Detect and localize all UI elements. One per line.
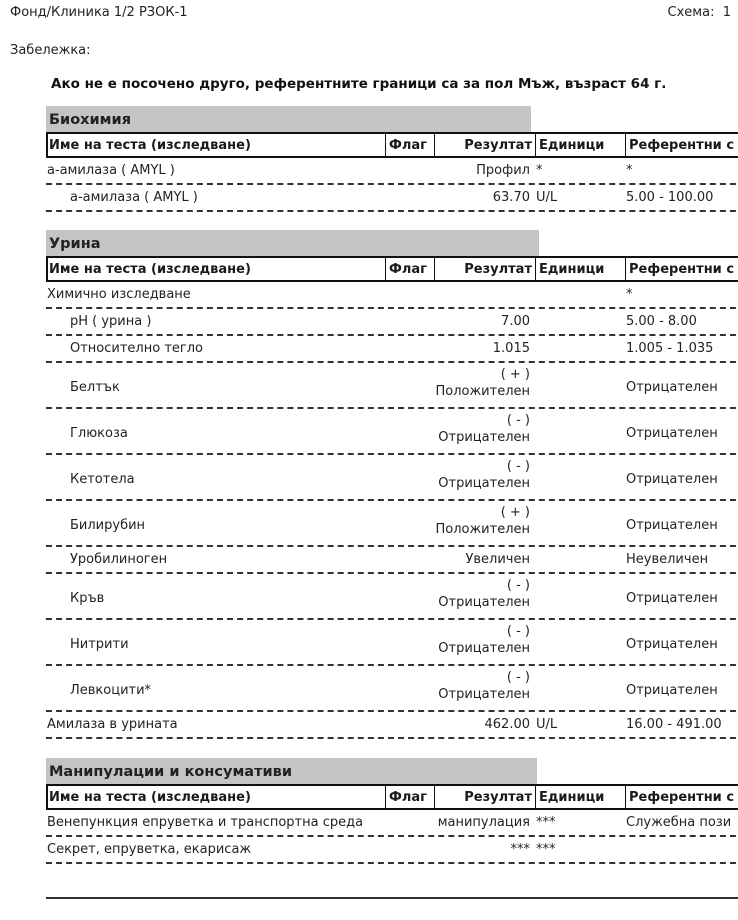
test-reference: 16.00 - 491.00 — [626, 717, 722, 732]
table-header — [46, 132, 738, 158]
test-units: *** — [536, 815, 556, 830]
test-reference: Отрицателен — [626, 472, 718, 487]
clinic-label: Фонд/Клиника 1/2 РЗОК-1 — [10, 5, 188, 20]
column-header-reference: Референтни с — [625, 258, 738, 280]
test-reference: * — [626, 287, 633, 302]
test-name: Относително тегло — [70, 341, 203, 356]
reference-info: Ако не е посочено друго, референтните граници са за пол Мъж, възраст 64 г. — [51, 76, 667, 92]
result-value: ( + ) — [500, 367, 530, 382]
test-reference: Отрицателен — [626, 591, 718, 606]
test-result — [432, 504, 530, 538]
result-text: Отрицателен — [438, 476, 530, 491]
table-row — [46, 666, 738, 712]
test-reference: 1.005 - 1.035 — [626, 341, 714, 356]
test-units: U/L — [536, 190, 558, 205]
test-result — [432, 341, 530, 356]
test-result — [432, 314, 530, 329]
test-name: Кетотела — [70, 472, 135, 487]
test-reference: Служебна пози — [626, 815, 732, 830]
test-result — [432, 552, 530, 567]
result-text: Отрицателен — [438, 430, 530, 445]
section-title: Биохимия — [46, 106, 531, 132]
result-value: ( - ) — [506, 413, 530, 428]
table-row — [46, 336, 738, 363]
table-row — [46, 363, 738, 409]
column-header-flag: Флаг — [385, 134, 434, 156]
test-units: U/L — [536, 717, 558, 732]
table-row — [46, 282, 738, 309]
test-name: Кръв — [70, 591, 105, 606]
section-title: Манипулации и консумативи — [46, 758, 537, 784]
column-header-result: Резултат — [434, 258, 535, 280]
scheme-label: Схема: — [667, 5, 715, 20]
test-result — [432, 163, 530, 178]
table-row — [46, 712, 738, 739]
test-name: pH ( урина ) — [70, 314, 152, 329]
test-reference: Отрицателен — [626, 518, 718, 533]
table-row — [46, 309, 738, 336]
test-reference: Неувеличен — [626, 552, 709, 567]
bottom-divider — [46, 897, 738, 899]
result-text: Положителен — [435, 522, 530, 537]
table-row — [46, 547, 738, 574]
test-name: Амилаза в урината — [47, 717, 178, 732]
column-header-flag: Флаг — [385, 786, 434, 808]
test-name: Белтък — [70, 380, 120, 395]
result-value: Увеличен — [465, 552, 530, 567]
section-urine — [46, 230, 738, 739]
result-value: Профил — [476, 163, 530, 178]
test-result — [432, 458, 530, 492]
result-text: Отрицателен — [438, 641, 530, 656]
result-value: ( - ) — [506, 670, 530, 685]
scheme-value: 1 — [722, 5, 731, 20]
test-name: Секрет, епруветка, екарисаж — [47, 842, 252, 857]
result-value: *** — [510, 842, 530, 857]
result-value: ( - ) — [506, 624, 530, 639]
test-result — [432, 717, 530, 732]
table-row — [46, 185, 738, 212]
test-name: Билирубин — [70, 518, 146, 533]
test-name: а-амилаза ( AMYL ) — [47, 163, 175, 178]
column-header-units: Единици — [535, 786, 625, 808]
result-value: 63.70 — [492, 190, 530, 205]
result-value: ( - ) — [506, 459, 530, 474]
table-row — [46, 455, 738, 501]
test-reference: Отрицателен — [626, 637, 718, 652]
test-units: * — [536, 163, 543, 178]
note-label: Забележка: — [10, 43, 91, 58]
column-header-name: Име на теста (изследване) — [49, 262, 251, 277]
test-units: *** — [536, 842, 556, 857]
table-row — [46, 837, 738, 864]
test-result — [432, 669, 530, 703]
test-name: Нитрити — [70, 637, 129, 652]
column-header-reference: Референтни с — [625, 786, 738, 808]
column-header-flag: Флаг — [385, 258, 434, 280]
column-header-result: Резултат — [434, 786, 535, 808]
table-row — [46, 501, 738, 547]
result-value: 462.00 — [484, 717, 530, 732]
section-manipulations — [46, 758, 738, 864]
test-result — [432, 190, 530, 205]
result-value: манипулация — [437, 815, 530, 830]
table-row — [46, 620, 738, 666]
test-reference: Отрицателен — [626, 426, 718, 441]
column-header-name: Име на теста (изследване) — [49, 790, 251, 805]
section-biochemistry — [46, 106, 738, 212]
section-title: Урина — [46, 230, 539, 256]
result-value: ( + ) — [500, 505, 530, 520]
test-result — [432, 842, 530, 857]
test-name: а-амилаза ( AMYL ) — [70, 190, 198, 205]
result-value: 7.00 — [501, 314, 530, 329]
column-header-result: Резултат — [434, 134, 535, 156]
result-value: 1.015 — [492, 341, 530, 356]
result-text: Отрицателен — [438, 687, 530, 702]
column-header-name: Име на теста (изследване) — [49, 138, 251, 153]
table-header — [46, 256, 738, 282]
column-header-reference: Референтни с — [625, 134, 738, 156]
test-reference: Отрицателен — [626, 380, 718, 395]
table-row — [46, 574, 738, 620]
result-text: Отрицателен — [438, 595, 530, 610]
test-name: Уробилиноген — [70, 552, 168, 567]
test-name: Химично изследване — [47, 287, 191, 302]
test-reference: Отрицателен — [626, 683, 718, 698]
scheme-indicator — [668, 5, 731, 20]
test-result — [432, 815, 530, 830]
test-reference: 5.00 - 8.00 — [626, 314, 697, 329]
test-name: Венепункция епруветка и транспортна среда — [47, 815, 364, 830]
test-result — [432, 623, 530, 657]
test-reference: * — [626, 163, 633, 178]
test-result — [432, 577, 530, 611]
table-row — [46, 158, 738, 185]
test-reference: 5.00 - 100.00 — [626, 190, 714, 205]
test-name: Глюкоза — [70, 426, 128, 441]
table-row — [46, 810, 738, 837]
result-text: Положителен — [435, 384, 530, 399]
column-header-units: Единици — [535, 134, 625, 156]
table-row — [46, 409, 738, 455]
table-header — [46, 784, 738, 810]
column-header-units: Единици — [535, 258, 625, 280]
result-value: ( - ) — [506, 578, 530, 593]
test-name: Левкоцити* — [70, 683, 152, 698]
test-result — [432, 412, 530, 446]
test-result — [432, 366, 530, 400]
